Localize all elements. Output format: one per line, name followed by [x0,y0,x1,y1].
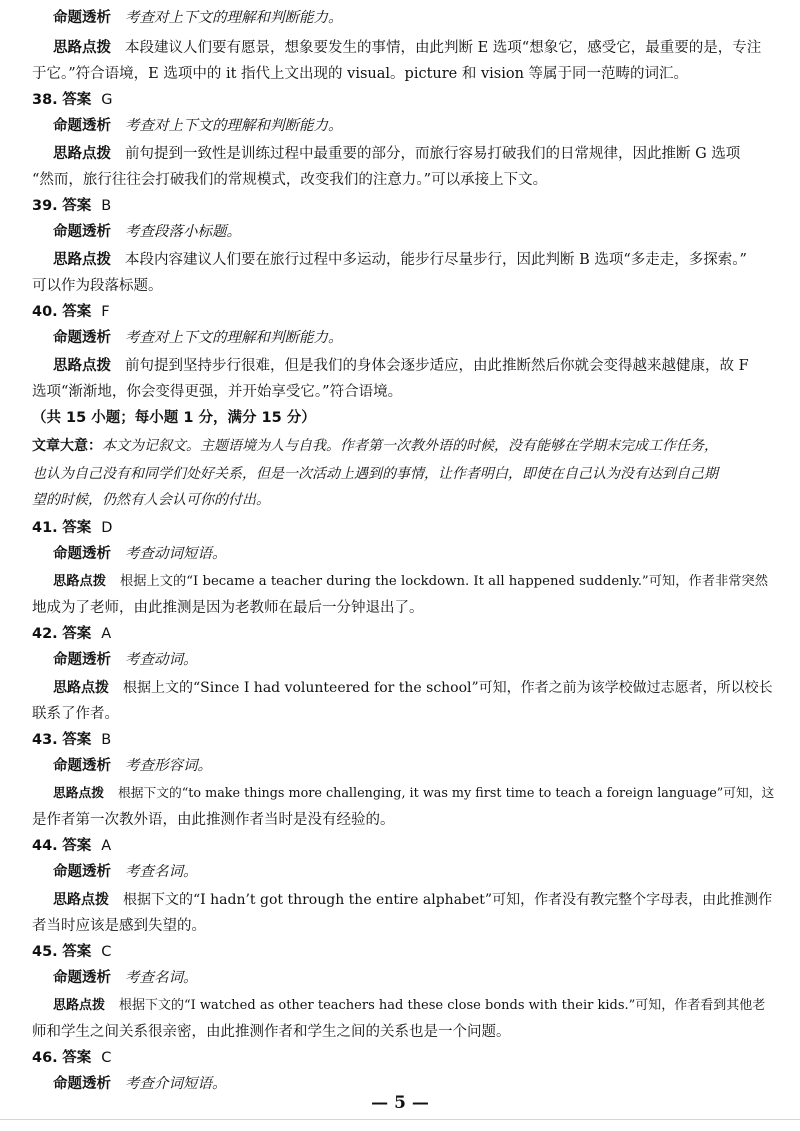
summary-text: 本文为记叙文。主题语境为人与自我。作者第一次教外语的时候，没有能够在学期末完成工作任务， [102,438,718,454]
touxi-label: 命题透析 [53,864,111,880]
top-dianbo-cont: 于它。”符合语境，E 选项中的 it 指代上文出现的 visual。picture 和 vision 等属于同一范畴的词汇。 [32,66,689,82]
question-number: 43. [32,732,58,748]
question-number: 44. [32,838,58,854]
dianbo-label: 思路点拨 [53,998,106,1013]
q39-dianbo-cont: 可以作为段落标题。 [32,278,163,294]
q38-dianbo-line [53,144,740,164]
dianbo-text: 根据上文的“Since I had volunteered for the school”可知，作者之前为该学校做过志愿者，所以校长 [123,680,773,696]
q42-answer-line [32,624,111,644]
dianbo-text: 本段建议人们要有愿景，想象要发生的事情，由此判断 E 选项“想象它，感受它，最重要的是，专注 [125,40,762,56]
answer-choice: D [101,520,113,536]
touxi-label: 命题透析 [53,10,111,26]
q43-touxi-line [53,756,212,776]
q45-dianbo-cont: 师和学生之间关系很亲密，由此推测作者和学生之间的关系也是一个问题。 [32,1024,511,1040]
touxi-text: 考查名词。 [125,864,198,880]
question-number: 40. [32,304,58,320]
question-number: 41. [32,520,58,536]
q41-touxi-line [53,544,227,564]
q40-dianbo-line [53,356,749,376]
dianbo-label: 思路点拨 [53,680,109,696]
answer-choice: F [101,304,110,320]
answer-choice: G [101,92,113,108]
dianbo-label: 思路点拨 [53,574,107,589]
top-touxi-line [53,8,343,28]
touxi-text: 考查形容词。 [125,758,212,774]
q43-dianbo-cont: 是作者第一次教外语，由此推测作者当时是没有经验的。 [32,812,395,828]
q44-dianbo-cont: 者当时应该是感到失望的。 [32,918,206,934]
question-number: 38. [32,92,58,108]
touxi-label: 命题透析 [53,1076,111,1092]
answer-choice: C [101,944,112,960]
summary-label: 文章大意： [32,438,102,454]
answer-label: 答案 [62,304,92,320]
answer-label: 答案 [62,626,92,642]
touxi-label: 命题透析 [53,546,111,562]
q42-dianbo-cont: 联系了作者。 [32,706,119,722]
bottom-divider [0,1119,800,1120]
touxi-text: 考查动词短语。 [125,546,227,562]
summary-line-2: 也认为自己没有和同学们处好关系，但是一次活动上遇到的事情，让作者明白，即使在自己认为没有达到自己期 [32,466,718,482]
question-number: 45. [32,944,58,960]
answer-label: 答案 [62,838,92,854]
question-number: 39. [32,198,58,214]
touxi-label: 命题透析 [53,224,111,240]
q46-touxi-line [53,1074,227,1094]
dianbo-text: 根据下文的“to make things more challenging, it was my first time to teach a foreign language”可知，这 [118,786,775,801]
touxi-text: 考查段落小标题。 [125,224,241,240]
q43-answer-line [32,730,111,750]
question-number: 42. [32,626,58,642]
touxi-text: 考查动词。 [125,652,198,668]
dianbo-label: 思路点拨 [53,146,111,162]
touxi-text: 考查名词。 [125,970,198,986]
page-number: — 5 — [371,1093,429,1113]
q45-touxi-line [53,968,198,988]
q39-dianbo-line [53,250,747,270]
dianbo-text: 根据上文的“I became a teacher during the lockdown. It all happened suddenly.”可知，作者非常突然 [120,574,768,589]
q43-dianbo-line [53,784,774,804]
answer-choice: B [101,732,112,748]
touxi-label: 命题透析 [53,118,111,134]
answer-choice: A [101,838,112,854]
answer-label: 答案 [62,520,92,536]
q39-answer-line [32,196,111,216]
touxi-label: 命题透析 [53,330,111,346]
q44-touxi-line [53,862,198,882]
q41-dianbo-cont: 地成为了老师，由此推测是因为老教师在最后一分钟退出了。 [32,600,424,616]
q38-touxi-line [53,116,343,136]
q38-answer-line [32,90,113,110]
dianbo-label: 思路点拨 [53,252,111,268]
touxi-text: 考查介词短语。 [125,1076,227,1092]
touxi-label: 命题透析 [53,758,111,774]
question-number: 46. [32,1050,58,1066]
answer-label: 答案 [62,92,92,108]
touxi-label: 命题透析 [53,970,111,986]
answer-label: 答案 [62,944,92,960]
q40-touxi-line [53,328,343,348]
section-heading: （共 15 小题；每小题 1 分，满分 15 分） [32,410,316,426]
dianbo-text: 根据下文的“I watched as other teachers had these close bonds with their kids.”可知，作者看到其他老 [119,998,766,1013]
dianbo-text: 根据下文的“I hadn’t got through the entire alphabet”可知，作者没有教完整个字母表，由此推测作 [123,892,773,908]
dianbo-label: 思路点拨 [53,358,111,374]
dianbo-text: 前句提到坚持步行很难，但是我们的身体会逐步适应，由此推断然后你就会变得越来越健康，故 F [125,358,749,374]
q40-answer-line [32,302,110,322]
answer-choice: B [101,198,112,214]
q41-answer-line [32,518,112,538]
q38-dianbo-cont: “然而，旅行往往会打破我们的常规模式，改变我们的注意力。”可以承接上下文。 [32,172,548,188]
dianbo-label: 思路点拨 [53,40,111,56]
top-dianbo-line [53,38,761,58]
dianbo-label: 思路点拨 [53,786,104,801]
answer-label: 答案 [62,198,92,214]
q42-dianbo-line [53,678,773,698]
touxi-text: 考查对上下文的理解和判断能力。 [125,118,343,134]
summary-line-3: 望的时候，仍然有人会认可你的付出。 [32,492,270,508]
q44-dianbo-line [53,890,772,910]
q44-answer-line [32,836,111,856]
q45-answer-line [32,942,111,962]
touxi-label: 命题透析 [53,652,111,668]
answer-choice: C [101,1050,112,1066]
dianbo-label: 思路点拨 [53,892,109,908]
touxi-text: 考查对上下文的理解和判断能力。 [125,10,343,26]
answer-label: 答案 [62,1050,92,1066]
q45-dianbo-line [53,996,765,1016]
dianbo-text: 本段内容建议人们要在旅行过程中多运动，能步行尽量步行，因此判断 B 选项“多走走，多探索。” [125,252,747,268]
q39-touxi-line [53,222,241,242]
summary-line-1 [32,436,718,456]
q40-dianbo-cont: 选项“渐渐地，你会变得更强，并开始享受它。”符合语境。 [32,384,403,400]
answer-label: 答案 [62,732,92,748]
q41-dianbo-line [53,572,768,592]
answer-choice: A [101,626,112,642]
q42-touxi-line [53,650,198,670]
touxi-text: 考查对上下文的理解和判断能力。 [125,330,343,346]
q46-answer-line [32,1048,111,1068]
dianbo-text: 前句提到一致性是训练过程中最重要的部分，而旅行容易打破我们的日常规律，因此推断 G 选项 [125,146,741,162]
